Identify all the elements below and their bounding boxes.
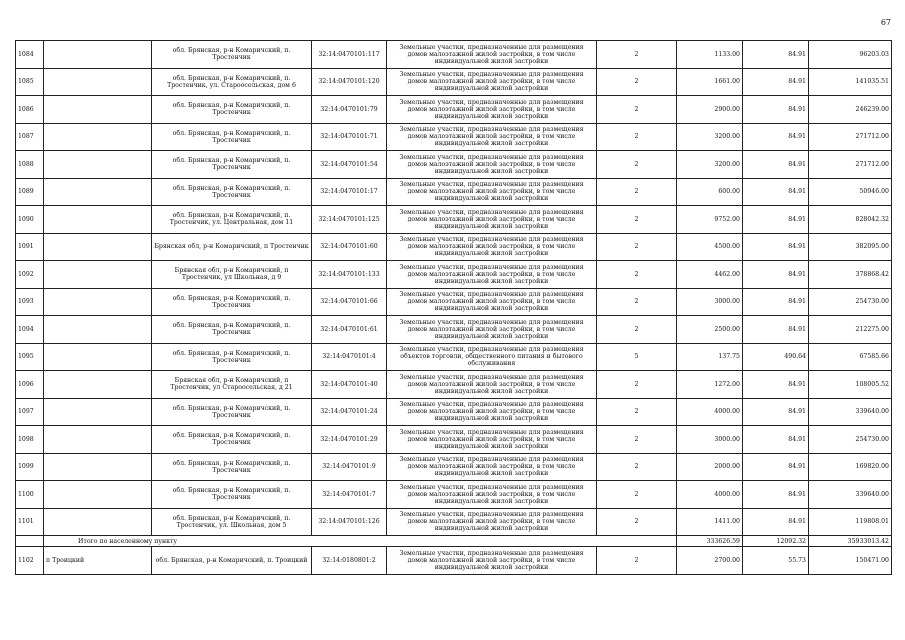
cadastral-number: 32:14:0180801:2 <box>312 547 387 575</box>
area-value: 1133.00 <box>677 41 743 69</box>
specific-value: 84.91 <box>743 178 809 206</box>
address-cell: обл. Брянская, р-н Комаричский, п. Тростенчик, ул. Центральная, дом 11 <box>152 206 312 234</box>
row-number: 1084 <box>16 41 44 69</box>
empty-cell <box>16 536 44 547</box>
specific-value: 84.91 <box>743 426 809 454</box>
area-value: 4000.00 <box>677 481 743 509</box>
cadastral-value: 108005.52 <box>809 371 892 399</box>
empty-cell <box>44 453 152 481</box>
area-value: 1661.00 <box>677 68 743 96</box>
specific-value: 84.91 <box>743 68 809 96</box>
cadastral-number: 32:14:0470101:117 <box>312 41 387 69</box>
row-number: 1087 <box>16 123 44 151</box>
address-cell: обл. Брянская, р-н Комаричский, п. Тростенчик <box>152 316 312 344</box>
land-use-type: Земельные участки, предназначенные для размещения домов малоэтажной жилой застройки, в том числе индивидуальной жилой застройки <box>387 398 597 426</box>
cadastral-number: 32:14:0470101:54 <box>312 151 387 179</box>
table-row <box>16 481 892 509</box>
area-value: 2700.00 <box>677 547 743 575</box>
cadastral-number: 32:14:0470101:4 <box>312 343 387 371</box>
group-code: 2 <box>597 151 677 179</box>
cadastral-number: 32:14:0470101:120 <box>312 68 387 96</box>
land-use-type: Земельные участки, предназначенные для размещения домов малоэтажной жилой застройки, в том числе индивидуальной жилой застройки <box>387 96 597 124</box>
total-area: 333626.59 <box>677 536 743 547</box>
area-value: 3000.00 <box>677 288 743 316</box>
land-use-type: Земельные участки, предназначенные для размещения домов малоэтажной жилой застройки, в том числе индивидуальной жилой застройки <box>387 288 597 316</box>
area-value: 2500.00 <box>677 316 743 344</box>
table-row <box>16 426 892 454</box>
table-row <box>16 547 892 575</box>
area-value: 1411.00 <box>677 508 743 536</box>
land-use-type: Земельные участки, предназначенные для размещения домов малоэтажной жилой застройки, в том числе индивидуальной жилой застройки <box>387 453 597 481</box>
group-code: 2 <box>597 316 677 344</box>
group-code: 5 <box>597 343 677 371</box>
area-value: 2000.00 <box>677 453 743 481</box>
specific-value: 84.91 <box>743 398 809 426</box>
cadastral-value: 67585.66 <box>809 343 892 371</box>
specific-value: 84.91 <box>743 288 809 316</box>
row-number: 1093 <box>16 288 44 316</box>
row-number: 1098 <box>16 426 44 454</box>
cadastral-number: 32:14:0470101:79 <box>312 96 387 124</box>
row-number: 1092 <box>16 261 44 289</box>
group-code: 2 <box>597 547 677 575</box>
row-number: 1091 <box>16 233 44 261</box>
group-code: 2 <box>597 398 677 426</box>
group-code: 2 <box>597 453 677 481</box>
cadastral-number: 32:14:0470101:17 <box>312 178 387 206</box>
row-number: 1089 <box>16 178 44 206</box>
table-row <box>16 508 892 536</box>
table-body <box>16 41 892 575</box>
land-use-type: Земельные участки, предназначенные для размещения объектов торговли, общественного питания и бытового обслуживания <box>387 343 597 371</box>
address-cell: обл. Брянская, р-н Комаричский, п. Тростенчик <box>152 123 312 151</box>
page-number: 67 <box>880 18 891 27</box>
cadastral-value: 150471.00 <box>809 547 892 575</box>
area-value: 9752.00 <box>677 206 743 234</box>
cadastral-value: 96203.03 <box>809 41 892 69</box>
empty-cell <box>44 123 152 151</box>
cadastral-number: 32:14:0470101:40 <box>312 371 387 399</box>
specific-value: 84.91 <box>743 508 809 536</box>
cadastral-value: 382095.00 <box>809 233 892 261</box>
table-row <box>16 41 892 69</box>
total-rate: 12092.32 <box>743 536 809 547</box>
area-value: 137.75 <box>677 343 743 371</box>
address-cell: обл. Брянская, р-н Комаричский, п. Тростенчик <box>152 453 312 481</box>
row-number: 1097 <box>16 398 44 426</box>
area-value: 4000.00 <box>677 398 743 426</box>
row-number: 1094 <box>16 316 44 344</box>
cadastral-value: 378868.42 <box>809 261 892 289</box>
cadastral-number: 32:14:0470101:60 <box>312 233 387 261</box>
land-use-type: Земельные участки, предназначенные для размещения домов малоэтажной жилой застройки, в том числе индивидуальной жилой застройки <box>387 233 597 261</box>
land-use-type: Земельные участки, предназначенные для размещения домов малоэтажной жилой застройки, в том числе индивидуальной жилой застройки <box>387 261 597 289</box>
address-cell: обл. Брянская, р-н Комаричский, п. Тростенчик <box>152 41 312 69</box>
address-cell: обл. Брянская, р-н Комаричский, п. Тростенчик <box>152 151 312 179</box>
cadastral-value: 169820.00 <box>809 453 892 481</box>
cadastral-value: 271712.00 <box>809 151 892 179</box>
group-code: 2 <box>597 178 677 206</box>
empty-cell <box>44 206 152 234</box>
cadastral-value: 246239.00 <box>809 96 892 124</box>
row-number: 1086 <box>16 96 44 124</box>
empty-cell <box>44 371 152 399</box>
table-row <box>16 96 892 124</box>
address-cell: обл. Брянская, р-н Комаричский, п. Тростенчик <box>152 288 312 316</box>
empty-cell <box>44 288 152 316</box>
address-cell: обл. Брянская, р-н Комаричский, п. Тростенчик, ул. Школьная, дом 5 <box>152 508 312 536</box>
area-value: 2900.00 <box>677 96 743 124</box>
address-cell: обл. Брянская, р-н Комаричский, п. Тростенчик <box>152 398 312 426</box>
cadastral-value: 828042.32 <box>809 206 892 234</box>
address-cell: обл. Брянская, р-н Комаричский, п. Троицкий <box>152 547 312 575</box>
specific-value: 55.73 <box>743 547 809 575</box>
cadastral-value: 50946.00 <box>809 178 892 206</box>
group-code: 2 <box>597 206 677 234</box>
cadastral-value: 254730.00 <box>809 426 892 454</box>
land-use-type: Земельные участки, предназначенные для размещения домов малоэтажной жилой застройки, в том числе индивидуальной жилой застройки <box>387 178 597 206</box>
cadastral-number: 32:14:0470101:71 <box>312 123 387 151</box>
cadastral-number: 32:14:0470101:61 <box>312 316 387 344</box>
table-row <box>16 343 892 371</box>
table-row <box>16 288 892 316</box>
row-number: 1095 <box>16 343 44 371</box>
specific-value: 84.91 <box>743 481 809 509</box>
cadastral-value: 271712.00 <box>809 123 892 151</box>
specific-value: 84.91 <box>743 261 809 289</box>
area-value: 3000.00 <box>677 426 743 454</box>
group-code: 2 <box>597 123 677 151</box>
specific-value: 84.91 <box>743 233 809 261</box>
address-cell: обл. Брянская, р-н Комаричский, п. Тростенчик <box>152 426 312 454</box>
cadastral-value: 212275.00 <box>809 316 892 344</box>
address-cell: Брянская обл, р-н Комаричский, п Тростенчик <box>152 233 312 261</box>
empty-cell <box>44 343 152 371</box>
specific-value: 84.91 <box>743 316 809 344</box>
land-use-type: Земельные участки, предназначенные для размещения домов малоэтажной жилой застройки, в том числе индивидуальной жилой застройки <box>387 206 597 234</box>
empty-cell <box>44 508 152 536</box>
row-number: 1088 <box>16 151 44 179</box>
empty-cell <box>44 68 152 96</box>
empty-cell <box>44 426 152 454</box>
land-use-type: Земельные участки, предназначенные для размещения домов малоэтажной жилой застройки, в том числе индивидуальной жилой застройки <box>387 151 597 179</box>
subsection-title: п Троицкий <box>44 547 152 575</box>
total-label: Итого по населенному пункту <box>44 536 677 547</box>
cadastral-number: 32:14:0470101:24 <box>312 398 387 426</box>
group-code: 2 <box>597 508 677 536</box>
empty-cell <box>44 398 152 426</box>
empty-cell <box>44 178 152 206</box>
row-number: 1102 <box>16 547 44 575</box>
table-row <box>16 316 892 344</box>
land-register-table <box>15 40 892 575</box>
cadastral-value: 119808.01 <box>809 508 892 536</box>
area-value: 3200.00 <box>677 151 743 179</box>
land-use-type: Земельные участки, предназначенные для размещения домов малоэтажной жилой застройки, в том числе индивидуальной жилой застройки <box>387 426 597 454</box>
group-code: 2 <box>597 96 677 124</box>
land-use-type: Земельные участки, предназначенные для размещения домов малоэтажной жилой застройки, в том числе индивидуальной жилой застройки <box>387 547 597 575</box>
land-use-type: Земельные участки, предназначенные для размещения домов малоэтажной жилой застройки, в том числе индивидуальной жилой застройки <box>387 68 597 96</box>
table-row <box>16 233 892 261</box>
specific-value: 84.91 <box>743 96 809 124</box>
empty-cell <box>44 41 152 69</box>
total-value: 35933013.42 <box>809 536 892 547</box>
cadastral-number: 32:14:0470101:9 <box>312 453 387 481</box>
table-row <box>16 151 892 179</box>
table-row <box>16 123 892 151</box>
cadastral-value: 254730.00 <box>809 288 892 316</box>
empty-cell <box>44 96 152 124</box>
group-code: 2 <box>597 481 677 509</box>
row-number: 1085 <box>16 68 44 96</box>
address-cell: обл. Брянская, р-н Комаричский, п. Тростенчик <box>152 178 312 206</box>
group-code: 2 <box>597 261 677 289</box>
table-row <box>16 261 892 289</box>
specific-value: 84.91 <box>743 151 809 179</box>
land-use-type: Земельные участки, предназначенные для размещения домов малоэтажной жилой застройки, в том числе индивидуальной жилой застройки <box>387 41 597 69</box>
row-number: 1099 <box>16 453 44 481</box>
empty-cell <box>44 151 152 179</box>
group-code: 2 <box>597 41 677 69</box>
area-value: 4500.00 <box>677 233 743 261</box>
table-row <box>16 398 892 426</box>
group-code: 2 <box>597 233 677 261</box>
specific-value: 84.91 <box>743 453 809 481</box>
table-row <box>16 453 892 481</box>
table-row <box>16 371 892 399</box>
cadastral-value: 339640.00 <box>809 398 892 426</box>
cadastral-value: 339640.00 <box>809 481 892 509</box>
cadastral-number: 32:14:0470101:7 <box>312 481 387 509</box>
area-value: 1272.00 <box>677 371 743 399</box>
specific-value: 84.91 <box>743 371 809 399</box>
group-code: 2 <box>597 426 677 454</box>
empty-cell <box>44 316 152 344</box>
empty-cell <box>44 261 152 289</box>
address-cell: обл. Брянская, р-н Комаричский, п. Тростенчик, ул. Староосельская, дом 6 <box>152 68 312 96</box>
specific-value: 84.91 <box>743 41 809 69</box>
specific-value: 84.91 <box>743 206 809 234</box>
total-row <box>16 536 892 547</box>
address-cell: Брянская обл, р-н Комаричский, п Тростенчик, ул Школьная, д 9 <box>152 261 312 289</box>
land-use-type: Земельные участки, предназначенные для размещения домов малоэтажной жилой застройки, в том числе индивидуальной жилой застройки <box>387 481 597 509</box>
address-cell: обл. Брянская, р-н Комаричский, п. Тростенчик <box>152 481 312 509</box>
group-code: 2 <box>597 68 677 96</box>
land-use-type: Земельные участки, предназначенные для размещения домов малоэтажной жилой застройки, в том числе индивидуальной жилой застройки <box>387 316 597 344</box>
empty-cell <box>44 233 152 261</box>
cadastral-number: 32:14:0470101:66 <box>312 288 387 316</box>
address-cell: обл. Брянская, р-н Комаричский, п. Тростенчик <box>152 96 312 124</box>
table-row <box>16 206 892 234</box>
land-use-type: Земельные участки, предназначенные для размещения домов малоэтажной жилой застройки, в том числе индивидуальной жилой застройки <box>387 371 597 399</box>
row-number: 1096 <box>16 371 44 399</box>
area-value: 4462.00 <box>677 261 743 289</box>
empty-cell <box>44 481 152 509</box>
cadastral-value: 141035.51 <box>809 68 892 96</box>
area-value: 3200.00 <box>677 123 743 151</box>
land-use-type: Земельные участки, предназначенные для размещения домов малоэтажной жилой застройки, в том числе индивидуальной жилой застройки <box>387 508 597 536</box>
group-code: 2 <box>597 288 677 316</box>
land-use-type: Земельные участки, предназначенные для размещения домов малоэтажной жилой застройки, в том числе индивидуальной жилой застройки <box>387 123 597 151</box>
area-value: 600.00 <box>677 178 743 206</box>
row-number: 1100 <box>16 481 44 509</box>
specific-value: 84.91 <box>743 123 809 151</box>
group-code: 2 <box>597 371 677 399</box>
address-cell: Брянская обл, р-н Комаричский, п Тростенчик, ул Староосельская, д 21 <box>152 371 312 399</box>
cadastral-number: 32:14:0470101:125 <box>312 206 387 234</box>
table-row <box>16 68 892 96</box>
cadastral-number: 32:14:0470101:133 <box>312 261 387 289</box>
cadastral-number: 32:14:0470101:29 <box>312 426 387 454</box>
cadastral-number: 32:14:0470101:126 <box>312 508 387 536</box>
specific-value: 490.64 <box>743 343 809 371</box>
table-row <box>16 178 892 206</box>
address-cell: обл. Брянская, р-н Комаричский, п. Тростенчик <box>152 343 312 371</box>
row-number: 1090 <box>16 206 44 234</box>
row-number: 1101 <box>16 508 44 536</box>
